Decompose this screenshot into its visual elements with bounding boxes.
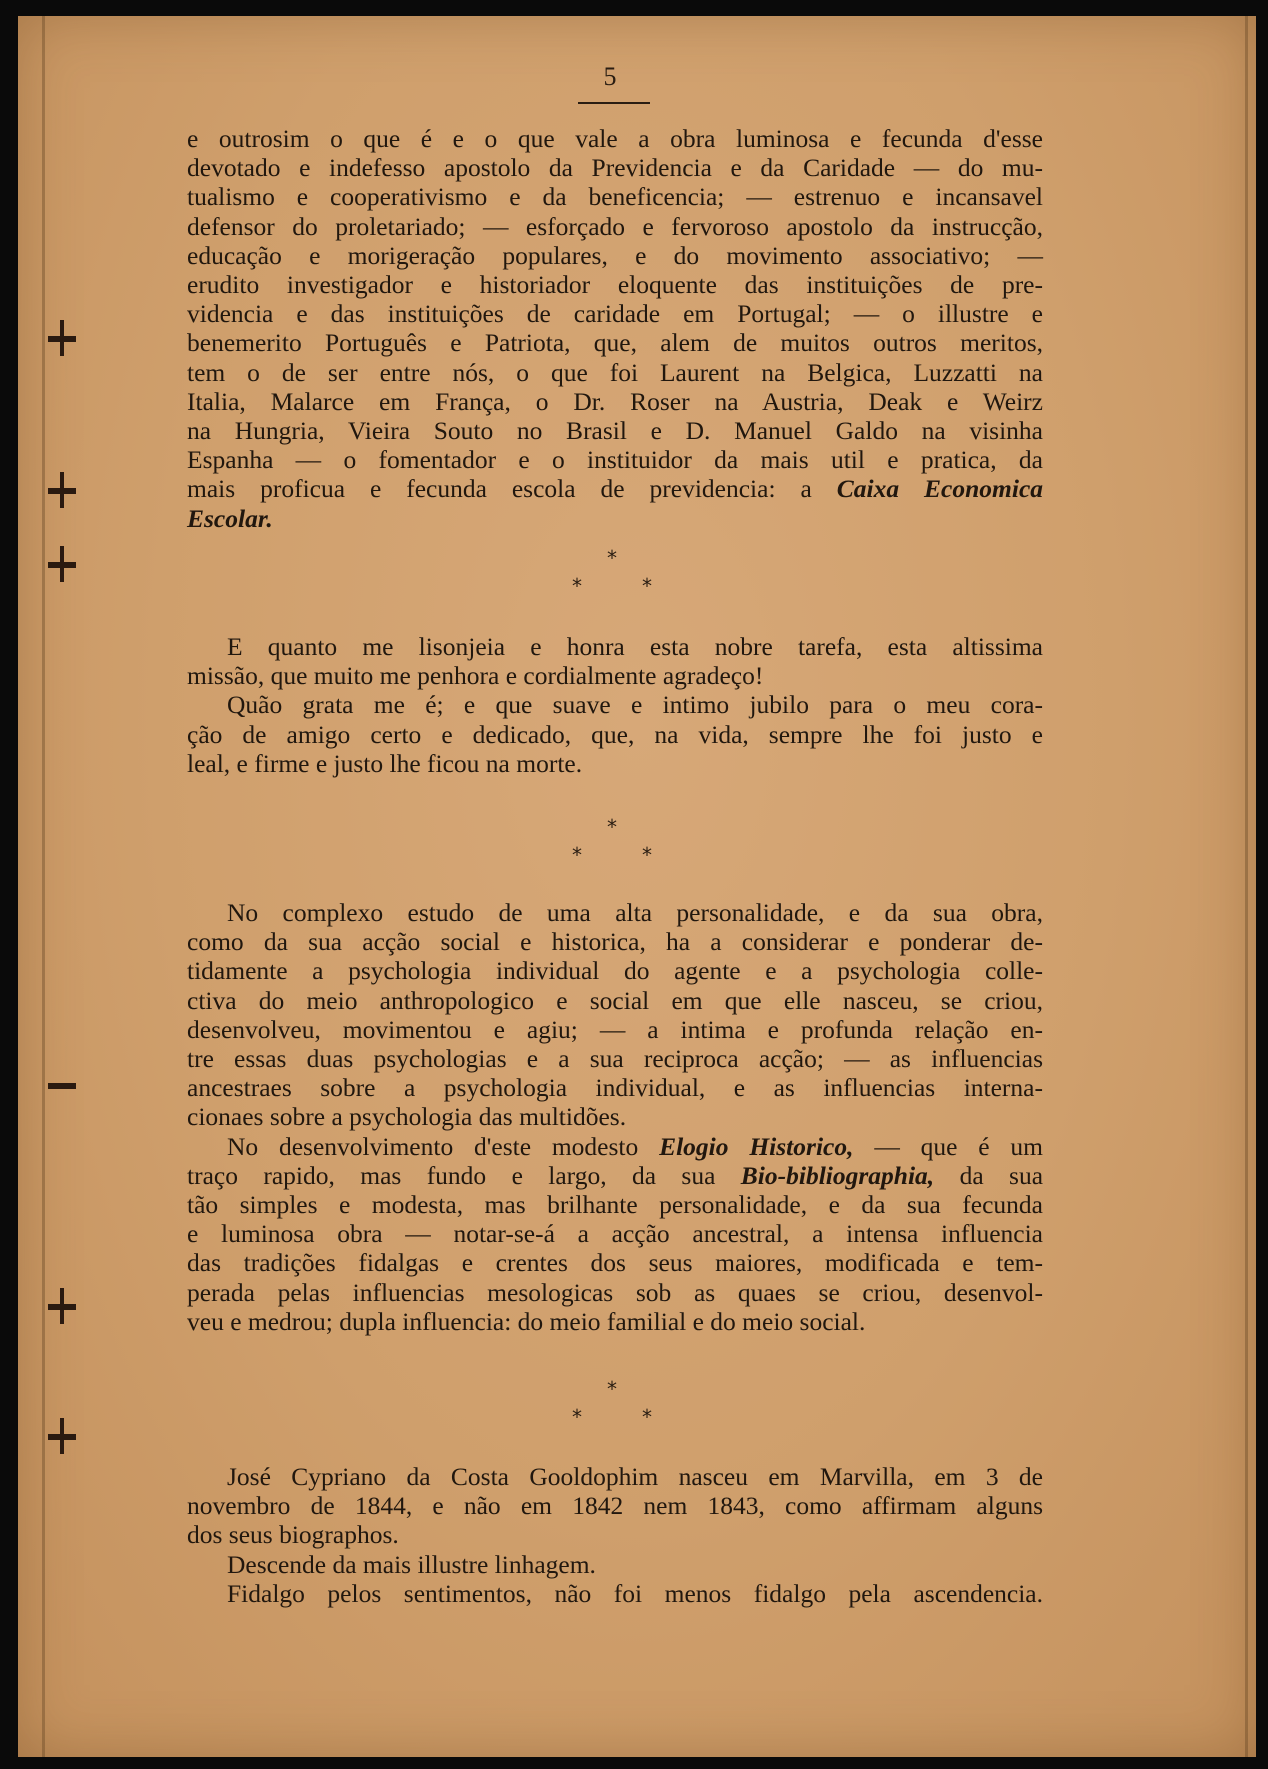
text-line: No desenvolvimento d'este modesto Elogio Historico, — que é um <box>227 1131 1044 1161</box>
text-line: devotado e indefesso apostolo da Previdencia e da Caridade — do mu- <box>187 153 1043 183</box>
text-line: Italia, Malarce em França, o Dr. Roser na Austria, Deak e Weirz <box>187 386 1043 416</box>
text-line: e luminosa obra — notar-se-á a acção ancestral, a intensa influencia <box>187 1219 1043 1249</box>
text-line: ção de amigo certo e dedicado, que, na vida, sempre lhe foi justo e <box>187 719 1043 749</box>
italic-title: Caixa Economica <box>836 474 1044 504</box>
italic-title: Bio-bibliographia, <box>740 1160 935 1190</box>
text-line: mais proficua e fecunda escola de previdencia: a Caixa Economica <box>187 474 1044 504</box>
italic-title: Escolar. <box>187 503 273 533</box>
page-fold-left <box>42 16 45 1757</box>
asterism-divider: * * * <box>572 815 652 867</box>
page-number-rule <box>578 102 650 104</box>
text-line: cionaes sobre a psychologia das multidões. <box>187 1102 627 1132</box>
text-line: tidamente a psychologia individual do agente e a psychologia colle- <box>187 956 1043 986</box>
text-line: No complexo estudo de uma alta personalidade, e da sua obra, <box>227 898 1043 927</box>
text-line: tem o de ser entre nós, o que foi Laurent na Belgica, Luzzatti na <box>187 357 1043 387</box>
text-line: videncia e das instituições de caridade em Portugal; — o illustre e <box>187 299 1043 329</box>
paragraph-birth <box>187 1462 1043 1608</box>
text-line: Quão grata me é; e que suave e intimo jubilo para o meu cora- <box>227 690 1043 720</box>
paragraph-intro <box>187 124 1043 533</box>
binding-stitches <box>48 36 78 1756</box>
paragraph-gratitude <box>187 632 1043 778</box>
text-line: Fidalgo pelos sentimentos, não foi menos fidalgo pela ascendencia. <box>227 1578 1043 1608</box>
text-line: das tradições fidalgas e crentes dos seus maiores, modificada e tem- <box>187 1248 1043 1278</box>
text-line: tre essas duas psychologias e a sua reciproca acção; — as influencias <box>187 1044 1043 1074</box>
text-line: missão, que muito me penhora e cordialmente agradeço! <box>187 661 764 691</box>
text-line: e outrosim o que é e o que vale a obra luminosa e fecunda d'esse <box>187 124 1043 153</box>
asterism-divider: * * * <box>572 546 652 598</box>
text-line: como da sua acção social e historica, ha a considerar e ponderar de- <box>187 927 1043 957</box>
paragraph-study <box>187 898 1043 1336</box>
text-line: leal, e firme e justo lhe ficou na morte. <box>187 748 583 778</box>
text-line: Espanha — o fomentador e o instituidor da mais util e pratica, da <box>187 445 1043 475</box>
text-line: erudito investigador e historiador eloquente das instituições de pre- <box>187 270 1043 300</box>
text-line: defensor do proletariado; — esforçado e fervoroso apostolo da instrucção, <box>187 211 1043 241</box>
text-line: tualismo e cooperativismo e da beneficencia; — estrenuo e incansavel <box>187 182 1043 212</box>
italic-title: Elogio Historico, <box>659 1131 854 1161</box>
text-line: ctiva do meio anthropologico e social em que elle nasceu, se criou, <box>187 985 1043 1015</box>
text-line: E quanto me lisonjeia e honra esta nobre tarefa, esta altissima <box>227 632 1043 661</box>
text-line: na Hungria, Vieira Souto no Brasil e D. Manuel Galdo na visinha <box>187 416 1043 446</box>
text-line: traço rapido, mas fundo e largo, da sua Bio-bibliographia, da sua <box>187 1160 1044 1190</box>
text-line: educação e morigeração populares, e do movimento associativo; — <box>187 240 1043 270</box>
text-line: novembro de 1844, e não em 1842 nem 1843, como affirmam alguns <box>187 1491 1043 1521</box>
text-line: desenvolveu, movimentou e agiu; — a intima e profunda relação en- <box>187 1014 1043 1044</box>
asterism-divider: * * * <box>572 1377 652 1429</box>
text-line: perada pelas influencias mesologicas sob as quaes se criou, desenvol- <box>187 1277 1043 1307</box>
text-line: Descende da mais illustre linhagem. <box>227 1549 596 1579</box>
text-line: José Cypriano da Costa Gooldophim nasceu em Marvilla, em 3 de <box>227 1462 1043 1491</box>
page-fold-right <box>1245 16 1248 1757</box>
text-line: dos seus biographos. <box>187 1520 399 1550</box>
text-line: tão simples e modesta, mas brilhante personalidade, e da sua fecunda <box>187 1190 1043 1220</box>
text-line: veu e medrou; dupla influencia: do meio familial e do meio social. <box>187 1306 866 1336</box>
text-line: ancestraes sobre a psychologia individual, e as influencias interna- <box>187 1073 1043 1103</box>
text-line: benemerito Português e Patriota, que, alem de muitos outros meritos, <box>187 328 1043 358</box>
page-number: 5 <box>603 62 617 91</box>
